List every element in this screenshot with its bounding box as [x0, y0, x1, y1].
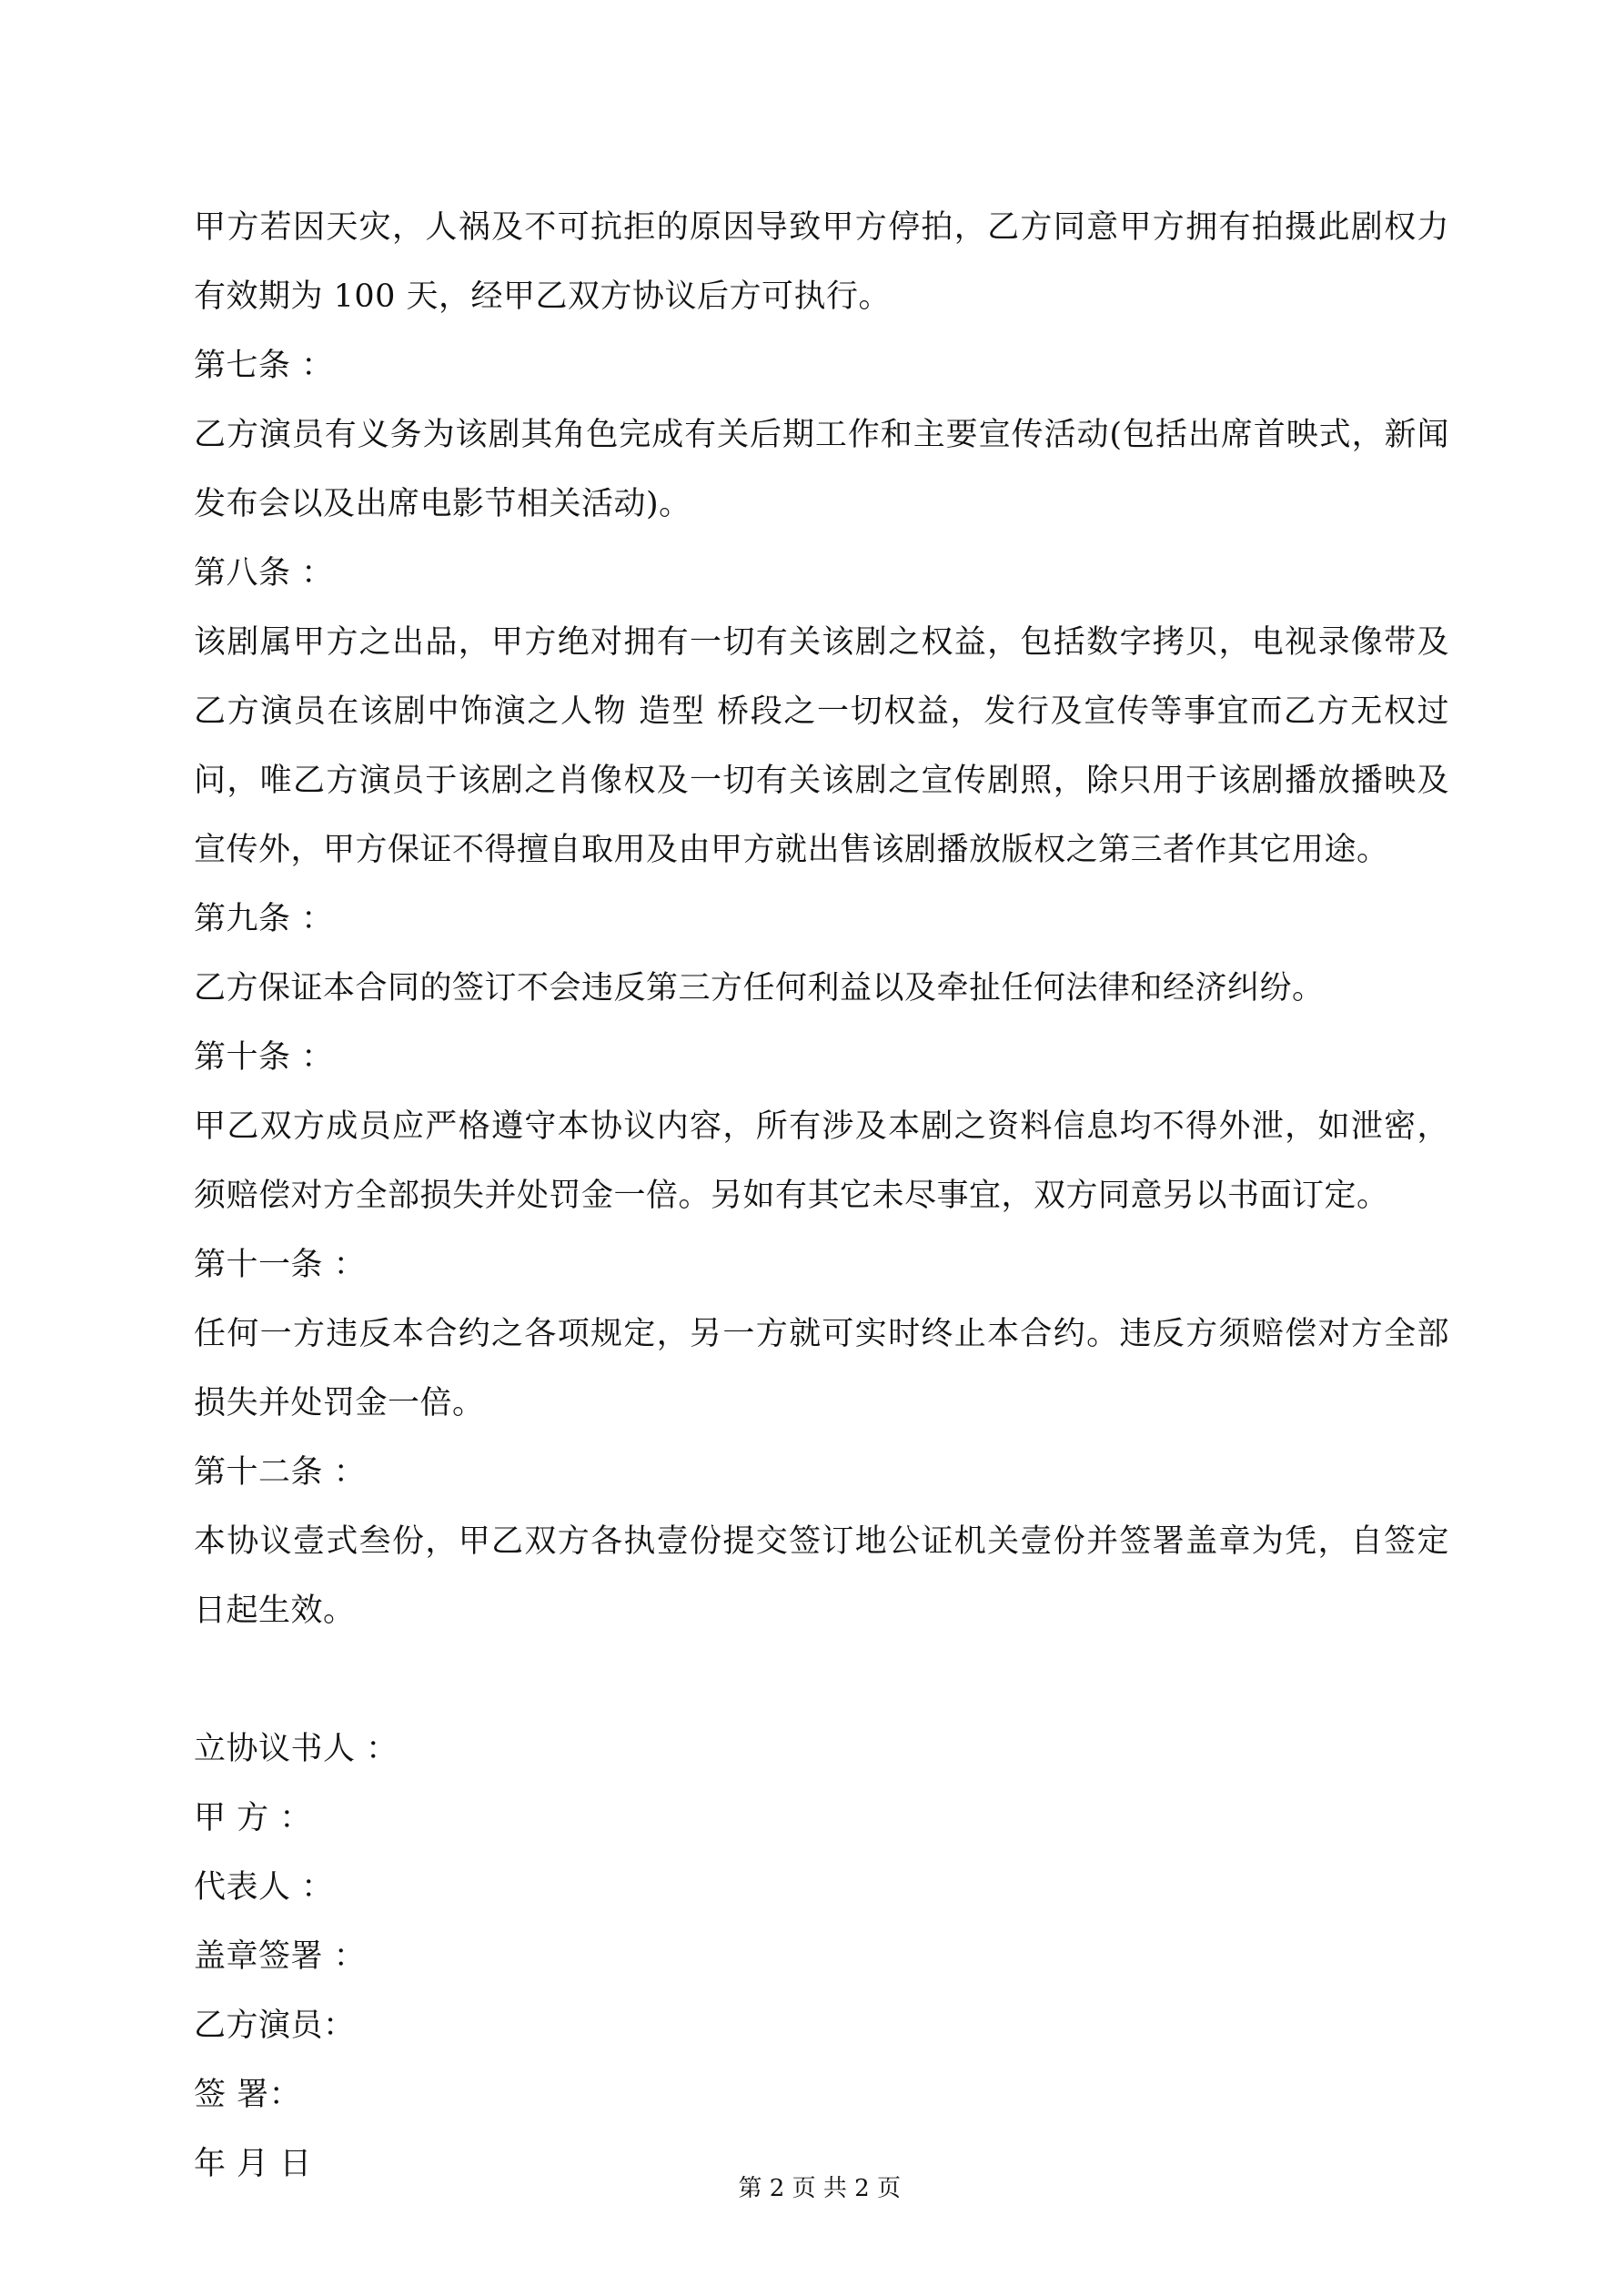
page-footer [0, 2134, 1624, 2207]
article-12-heading: 第十二条 ： [194, 1454, 367, 1491]
article-10-heading: 第十条 ： [194, 1039, 334, 1076]
article-9-heading: 第九条 ： [194, 901, 334, 937]
article-8-heading: 第八条 ： [194, 555, 334, 592]
party-a-label: 甲 方 ： [194, 1800, 312, 1836]
article-9-text: 乙方保证本合同的签订不会违反第三方任何利益以及牵扯任何法律和经济纠纷。 [194, 970, 1325, 1006]
article-7-heading: 第七条 ： [194, 348, 334, 384]
article-7-text: 乙方演员有义务为该剧其角色完成有关后期工作和主要宣传活动(包括出席首映式，新闻发布会以及出席电影节相关活动)。 [194, 417, 1449, 522]
page-indicator: 第 2 页 共 2 页 [738, 2175, 901, 2202]
article-11-heading: 第十一条 ： [194, 1247, 367, 1283]
article-11-text: 任何一方违反本合约之各项规定，另一方就可实时终止本合约。违反方须赔偿对方全部损失并处罚金一倍。 [194, 1316, 1449, 1421]
date-label: 年 月 日 [194, 2146, 312, 2182]
article-8-text: 该剧属甲方之出品，甲方绝对拥有一切有关该剧之权益，包括数字拷贝，电视录像带及乙方演员在该剧中饰演之人物 造型 桥段之一切权益，发行及宣传等事宜而乙方无权过问，唯乙方演员于该剧之肖像权及一切有关该剧之宣传剧照，除只用于该剧播放播映及宣传外，甲方保证不得擅自取用及由甲方就出售该剧播放版权之第三者作其它用途。 [194, 624, 1449, 868]
sign-label: 签 署： [194, 2077, 302, 2113]
section-spacer [194, 1645, 1449, 1714]
contract-body [194, 193, 1449, 2199]
force-majeure-clause: 甲方若因天灾，人祸及不可抗拒的原因导致甲方停拍，乙方同意甲方拥有拍摄此剧权力有效期为 100 天，经甲乙双方协议后方可执行。 [194, 209, 1449, 315]
party-b-actor-label: 乙方演员： [194, 2008, 356, 2044]
seal-signature-label: 盖章签署 ： [194, 1938, 367, 1975]
representative-label: 代表人 ： [194, 1869, 334, 1906]
article-10-text: 甲乙双方成员应严格遵守本协议内容，所有涉及本剧之资料信息均不得外泄，如泄密，须赔偿对方全部损失并处罚金一倍。另如有其它未尽事宜，双方同意另以书面订定。 [194, 1108, 1449, 1214]
signature-block [194, 1714, 1449, 2199]
article-12-text: 本协议壹式叁份，甲乙双方各执壹份提交签订地公证机关壹份并签署盖章为凭，自签定日起生效。 [194, 1523, 1449, 1629]
signatories-label: 立协议书人 ： [194, 1731, 398, 1767]
